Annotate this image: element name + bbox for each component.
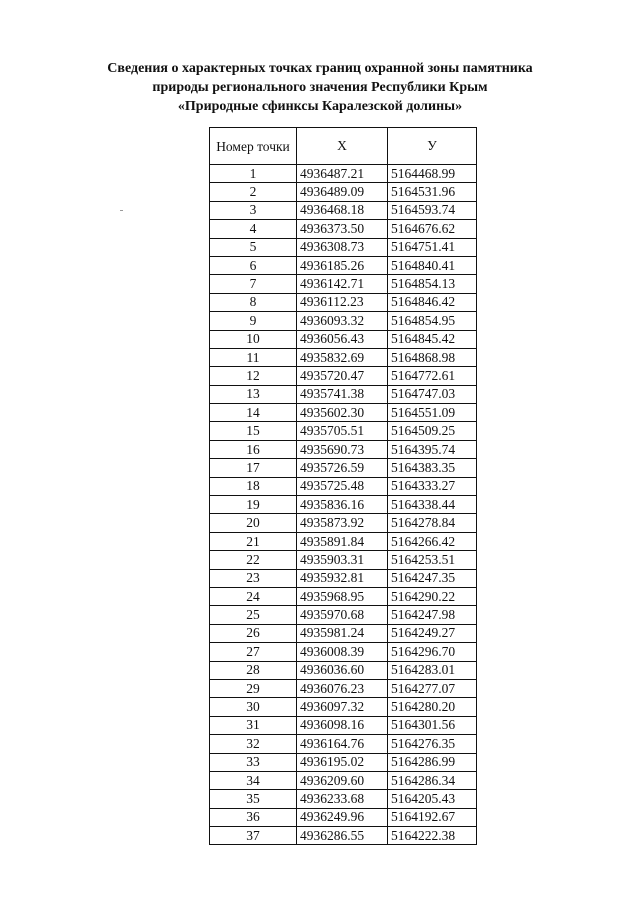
table-row (210, 698, 477, 716)
x-coordinate-cell: 4936286.55 (297, 827, 388, 845)
table-row (210, 569, 477, 587)
document-title (0, 59, 640, 116)
x-coordinate-cell: 4935832.69 (297, 348, 388, 366)
x-coordinate-cell: 4936036.60 (297, 661, 388, 679)
scan-speck (120, 210, 123, 211)
y-coordinate-cell: 5164192.67 (388, 808, 477, 826)
x-coordinate-cell: 4935836.16 (297, 496, 388, 514)
table-row (210, 238, 477, 256)
y-coordinate-cell: 5164845.42 (388, 330, 477, 348)
x-coordinate-cell: 4936097.32 (297, 698, 388, 716)
table-row (210, 256, 477, 274)
table-row (210, 790, 477, 808)
x-coordinate-cell: 4935981.24 (297, 624, 388, 642)
table-row (210, 183, 477, 201)
x-coordinate-cell: 4936164.76 (297, 735, 388, 753)
y-coordinate-cell: 5164266.42 (388, 532, 477, 550)
point-number-cell: 32 (210, 735, 297, 753)
y-coordinate-cell: 5164868.98 (388, 348, 477, 366)
point-number-cell: 31 (210, 716, 297, 734)
table-row (210, 201, 477, 219)
y-coordinate-cell: 5164840.41 (388, 256, 477, 274)
x-coordinate-cell: 4935932.81 (297, 569, 388, 587)
x-coordinate-cell: 4936056.43 (297, 330, 388, 348)
title-line-3: «Природные сфинксы Каралезской долины» (177, 99, 463, 114)
x-coordinate-cell: 4935970.68 (297, 606, 388, 624)
y-coordinate-cell: 5164676.62 (388, 220, 477, 238)
y-coordinate-cell: 5164253.51 (388, 551, 477, 569)
point-number-cell: 27 (210, 643, 297, 661)
point-number-cell: 15 (210, 422, 297, 440)
table-row (210, 404, 477, 422)
y-coordinate-cell: 5164249.27 (388, 624, 477, 642)
point-number-cell: 7 (210, 275, 297, 293)
point-number-cell: 6 (210, 256, 297, 274)
y-coordinate-cell: 5164751.41 (388, 238, 477, 256)
y-coordinate-cell: 5164276.35 (388, 735, 477, 753)
table-row (210, 275, 477, 293)
table-row (210, 367, 477, 385)
y-coordinate-cell: 5164283.01 (388, 661, 477, 679)
x-coordinate-cell: 4935705.51 (297, 422, 388, 440)
point-number-cell: 1 (210, 165, 297, 183)
table-row (210, 459, 477, 477)
table-row (210, 753, 477, 771)
point-number-cell: 11 (210, 348, 297, 366)
table-row (210, 643, 477, 661)
y-coordinate-cell: 5164205.43 (388, 790, 477, 808)
table-row (210, 679, 477, 697)
x-coordinate-cell: 4936468.18 (297, 201, 388, 219)
y-coordinate-cell: 5164286.99 (388, 753, 477, 771)
table-row (210, 312, 477, 330)
y-coordinate-cell: 5164301.56 (388, 716, 477, 734)
table-row (210, 827, 477, 845)
point-number-cell: 17 (210, 459, 297, 477)
header-point-number: Номер точки (210, 128, 297, 165)
y-coordinate-cell: 5164395.74 (388, 440, 477, 458)
table-row (210, 624, 477, 642)
y-coordinate-cell: 5164222.38 (388, 827, 477, 845)
point-number-cell: 18 (210, 477, 297, 495)
table-row (210, 808, 477, 826)
point-number-cell: 26 (210, 624, 297, 642)
point-number-cell: 36 (210, 808, 297, 826)
point-number-cell: 12 (210, 367, 297, 385)
x-coordinate-cell: 4936093.32 (297, 312, 388, 330)
point-number-cell: 37 (210, 827, 297, 845)
x-coordinate-cell: 4936489.09 (297, 183, 388, 201)
point-number-cell: 19 (210, 496, 297, 514)
x-coordinate-cell: 4936185.26 (297, 256, 388, 274)
point-number-cell: 10 (210, 330, 297, 348)
y-coordinate-cell: 5164280.20 (388, 698, 477, 716)
y-coordinate-cell: 5164593.74 (388, 201, 477, 219)
y-coordinate-cell: 5164277.07 (388, 679, 477, 697)
x-coordinate-cell: 4936209.60 (297, 771, 388, 789)
x-coordinate-cell: 4935726.59 (297, 459, 388, 477)
header-x: X (297, 128, 388, 165)
y-coordinate-cell: 5164854.13 (388, 275, 477, 293)
y-coordinate-cell: 5164854.95 (388, 312, 477, 330)
table-row (210, 330, 477, 348)
x-coordinate-cell: 4935725.48 (297, 477, 388, 495)
table-row (210, 385, 477, 403)
title-line-1: Сведения о характерных точках границ охранной зоны памятника (107, 61, 533, 76)
y-coordinate-cell: 5164531.96 (388, 183, 477, 201)
y-coordinate-cell: 5164247.98 (388, 606, 477, 624)
x-coordinate-cell: 4935873.92 (297, 514, 388, 532)
table-row (210, 477, 477, 495)
y-coordinate-cell: 5164247.35 (388, 569, 477, 587)
point-number-cell: 9 (210, 312, 297, 330)
point-number-cell: 3 (210, 201, 297, 219)
y-coordinate-cell: 5164747.03 (388, 385, 477, 403)
y-coordinate-cell: 5164286.34 (388, 771, 477, 789)
table-row (210, 532, 477, 550)
x-coordinate-cell: 4936076.23 (297, 679, 388, 697)
table-row (210, 422, 477, 440)
table-body (210, 165, 477, 845)
point-number-cell: 8 (210, 293, 297, 311)
x-coordinate-cell: 4936195.02 (297, 753, 388, 771)
title-line-2: природы регионального значения Республики Крым (152, 80, 488, 95)
point-number-cell: 24 (210, 587, 297, 605)
y-coordinate-cell: 5164468.99 (388, 165, 477, 183)
table-header-row (210, 128, 477, 165)
y-coordinate-cell: 5164509.25 (388, 422, 477, 440)
x-coordinate-cell: 4936112.23 (297, 293, 388, 311)
point-number-cell: 14 (210, 404, 297, 422)
table-row (210, 606, 477, 624)
x-coordinate-cell: 4935968.95 (297, 587, 388, 605)
y-coordinate-cell: 5164551.09 (388, 404, 477, 422)
x-coordinate-cell: 4936008.39 (297, 643, 388, 661)
point-number-cell: 30 (210, 698, 297, 716)
point-number-cell: 29 (210, 679, 297, 697)
y-coordinate-cell: 5164772.61 (388, 367, 477, 385)
x-coordinate-cell: 4936142.71 (297, 275, 388, 293)
x-coordinate-cell: 4936487.21 (297, 165, 388, 183)
table-row (210, 348, 477, 366)
point-number-cell: 4 (210, 220, 297, 238)
table-row (210, 165, 477, 183)
table-row (210, 440, 477, 458)
point-number-cell: 16 (210, 440, 297, 458)
x-coordinate-cell: 4936098.16 (297, 716, 388, 734)
y-coordinate-cell: 5164278.84 (388, 514, 477, 532)
point-number-cell: 34 (210, 771, 297, 789)
x-coordinate-cell: 4935690.73 (297, 440, 388, 458)
table-row (210, 551, 477, 569)
table-row (210, 735, 477, 753)
point-number-cell: 5 (210, 238, 297, 256)
x-coordinate-cell: 4935602.30 (297, 404, 388, 422)
table-row (210, 661, 477, 679)
point-number-cell: 2 (210, 183, 297, 201)
table-row (210, 293, 477, 311)
x-coordinate-cell: 4935903.31 (297, 551, 388, 569)
table-row (210, 514, 477, 532)
point-number-cell: 35 (210, 790, 297, 808)
x-coordinate-cell: 4936249.96 (297, 808, 388, 826)
point-number-cell: 13 (210, 385, 297, 403)
y-coordinate-cell: 5164846.42 (388, 293, 477, 311)
table-row (210, 496, 477, 514)
x-coordinate-cell: 4935891.84 (297, 532, 388, 550)
point-number-cell: 20 (210, 514, 297, 532)
table-row (210, 220, 477, 238)
point-number-cell: 22 (210, 551, 297, 569)
point-number-cell: 33 (210, 753, 297, 771)
x-coordinate-cell: 4936233.68 (297, 790, 388, 808)
table-row (210, 587, 477, 605)
x-coordinate-cell: 4935720.47 (297, 367, 388, 385)
x-coordinate-cell: 4935741.38 (297, 385, 388, 403)
y-coordinate-cell: 5164296.70 (388, 643, 477, 661)
y-coordinate-cell: 5164290.22 (388, 587, 477, 605)
point-number-cell: 28 (210, 661, 297, 679)
y-coordinate-cell: 5164383.35 (388, 459, 477, 477)
y-coordinate-cell: 5164333.27 (388, 477, 477, 495)
point-number-cell: 23 (210, 569, 297, 587)
point-number-cell: 21 (210, 532, 297, 550)
x-coordinate-cell: 4936308.73 (297, 238, 388, 256)
point-number-cell: 25 (210, 606, 297, 624)
table-row (210, 716, 477, 734)
y-coordinate-cell: 5164338.44 (388, 496, 477, 514)
header-y: У (388, 128, 477, 165)
x-coordinate-cell: 4936373.50 (297, 220, 388, 238)
coordinates-table (209, 127, 477, 845)
table-row (210, 771, 477, 789)
